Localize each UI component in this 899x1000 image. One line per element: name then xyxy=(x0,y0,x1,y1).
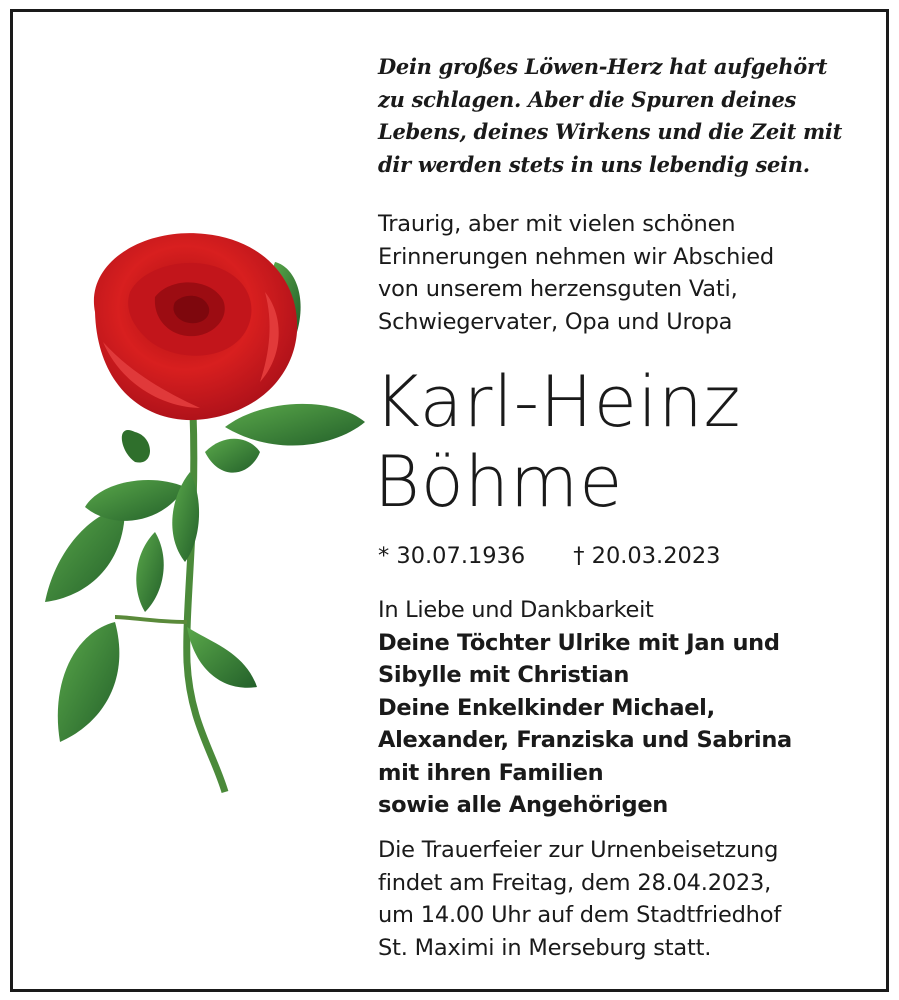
intro-line: Schwiegervater, Opa und Uropa xyxy=(378,308,733,335)
motto-verse xyxy=(378,51,858,181)
mourner-line: Deine Töchter Ulrike mit Jan und xyxy=(378,629,780,656)
mourners-signature xyxy=(378,594,792,822)
birth-date: * 30.07.1936 xyxy=(378,543,526,569)
motto-line: Lebens, deines Wirkens und die Zeit mit xyxy=(378,119,842,144)
mourner-line: sowie alle Angehörigen xyxy=(378,792,669,818)
mourner-line: Sibylle mit Christian xyxy=(378,662,630,688)
ceremony-notice xyxy=(378,834,781,964)
red-rose-icon xyxy=(35,222,365,802)
ceremony-line: Die Trauerfeier zur Urnenbeisetzung xyxy=(378,837,779,863)
intro-line: Erinnerungen nehmen wir Abschied xyxy=(378,243,774,270)
last-name: Böhme xyxy=(374,441,624,523)
first-name: Karl-Heinz xyxy=(374,361,742,443)
mourner-line: Alexander, Franziska und Sabrina xyxy=(378,727,792,753)
intro-line: von unserem herzensguten Vati, xyxy=(378,276,738,302)
life-dates xyxy=(378,540,720,572)
obituary-frame xyxy=(10,9,889,992)
ceremony-line: findet am Freitag, dem 28.04.2023, xyxy=(378,869,772,896)
death-date: † 20.03.2023 xyxy=(573,543,721,569)
signature-lead: In Liebe und Dankbarkeit xyxy=(378,597,654,623)
motto-line: dir werden stets in uns lebendig sein. xyxy=(378,151,810,177)
motto-line: Dein großes Löwen-Herz hat aufgehört xyxy=(378,54,828,79)
ceremony-line: St. Maximi in Merseburg statt. xyxy=(378,934,712,961)
mourner-line: mit ihren Familien xyxy=(378,759,604,786)
intro-line: Traurig, aber mit vielen schönen xyxy=(378,211,736,237)
ceremony-line: um 14.00 Uhr auf dem Stadtfriedhof xyxy=(378,902,782,928)
motto-line: zu schlagen. Aber die Spuren deines xyxy=(378,86,797,112)
mourner-line: Deine Enkelkinder Michael, xyxy=(378,694,715,721)
deceased-name xyxy=(374,362,741,522)
intro-text xyxy=(378,208,774,338)
